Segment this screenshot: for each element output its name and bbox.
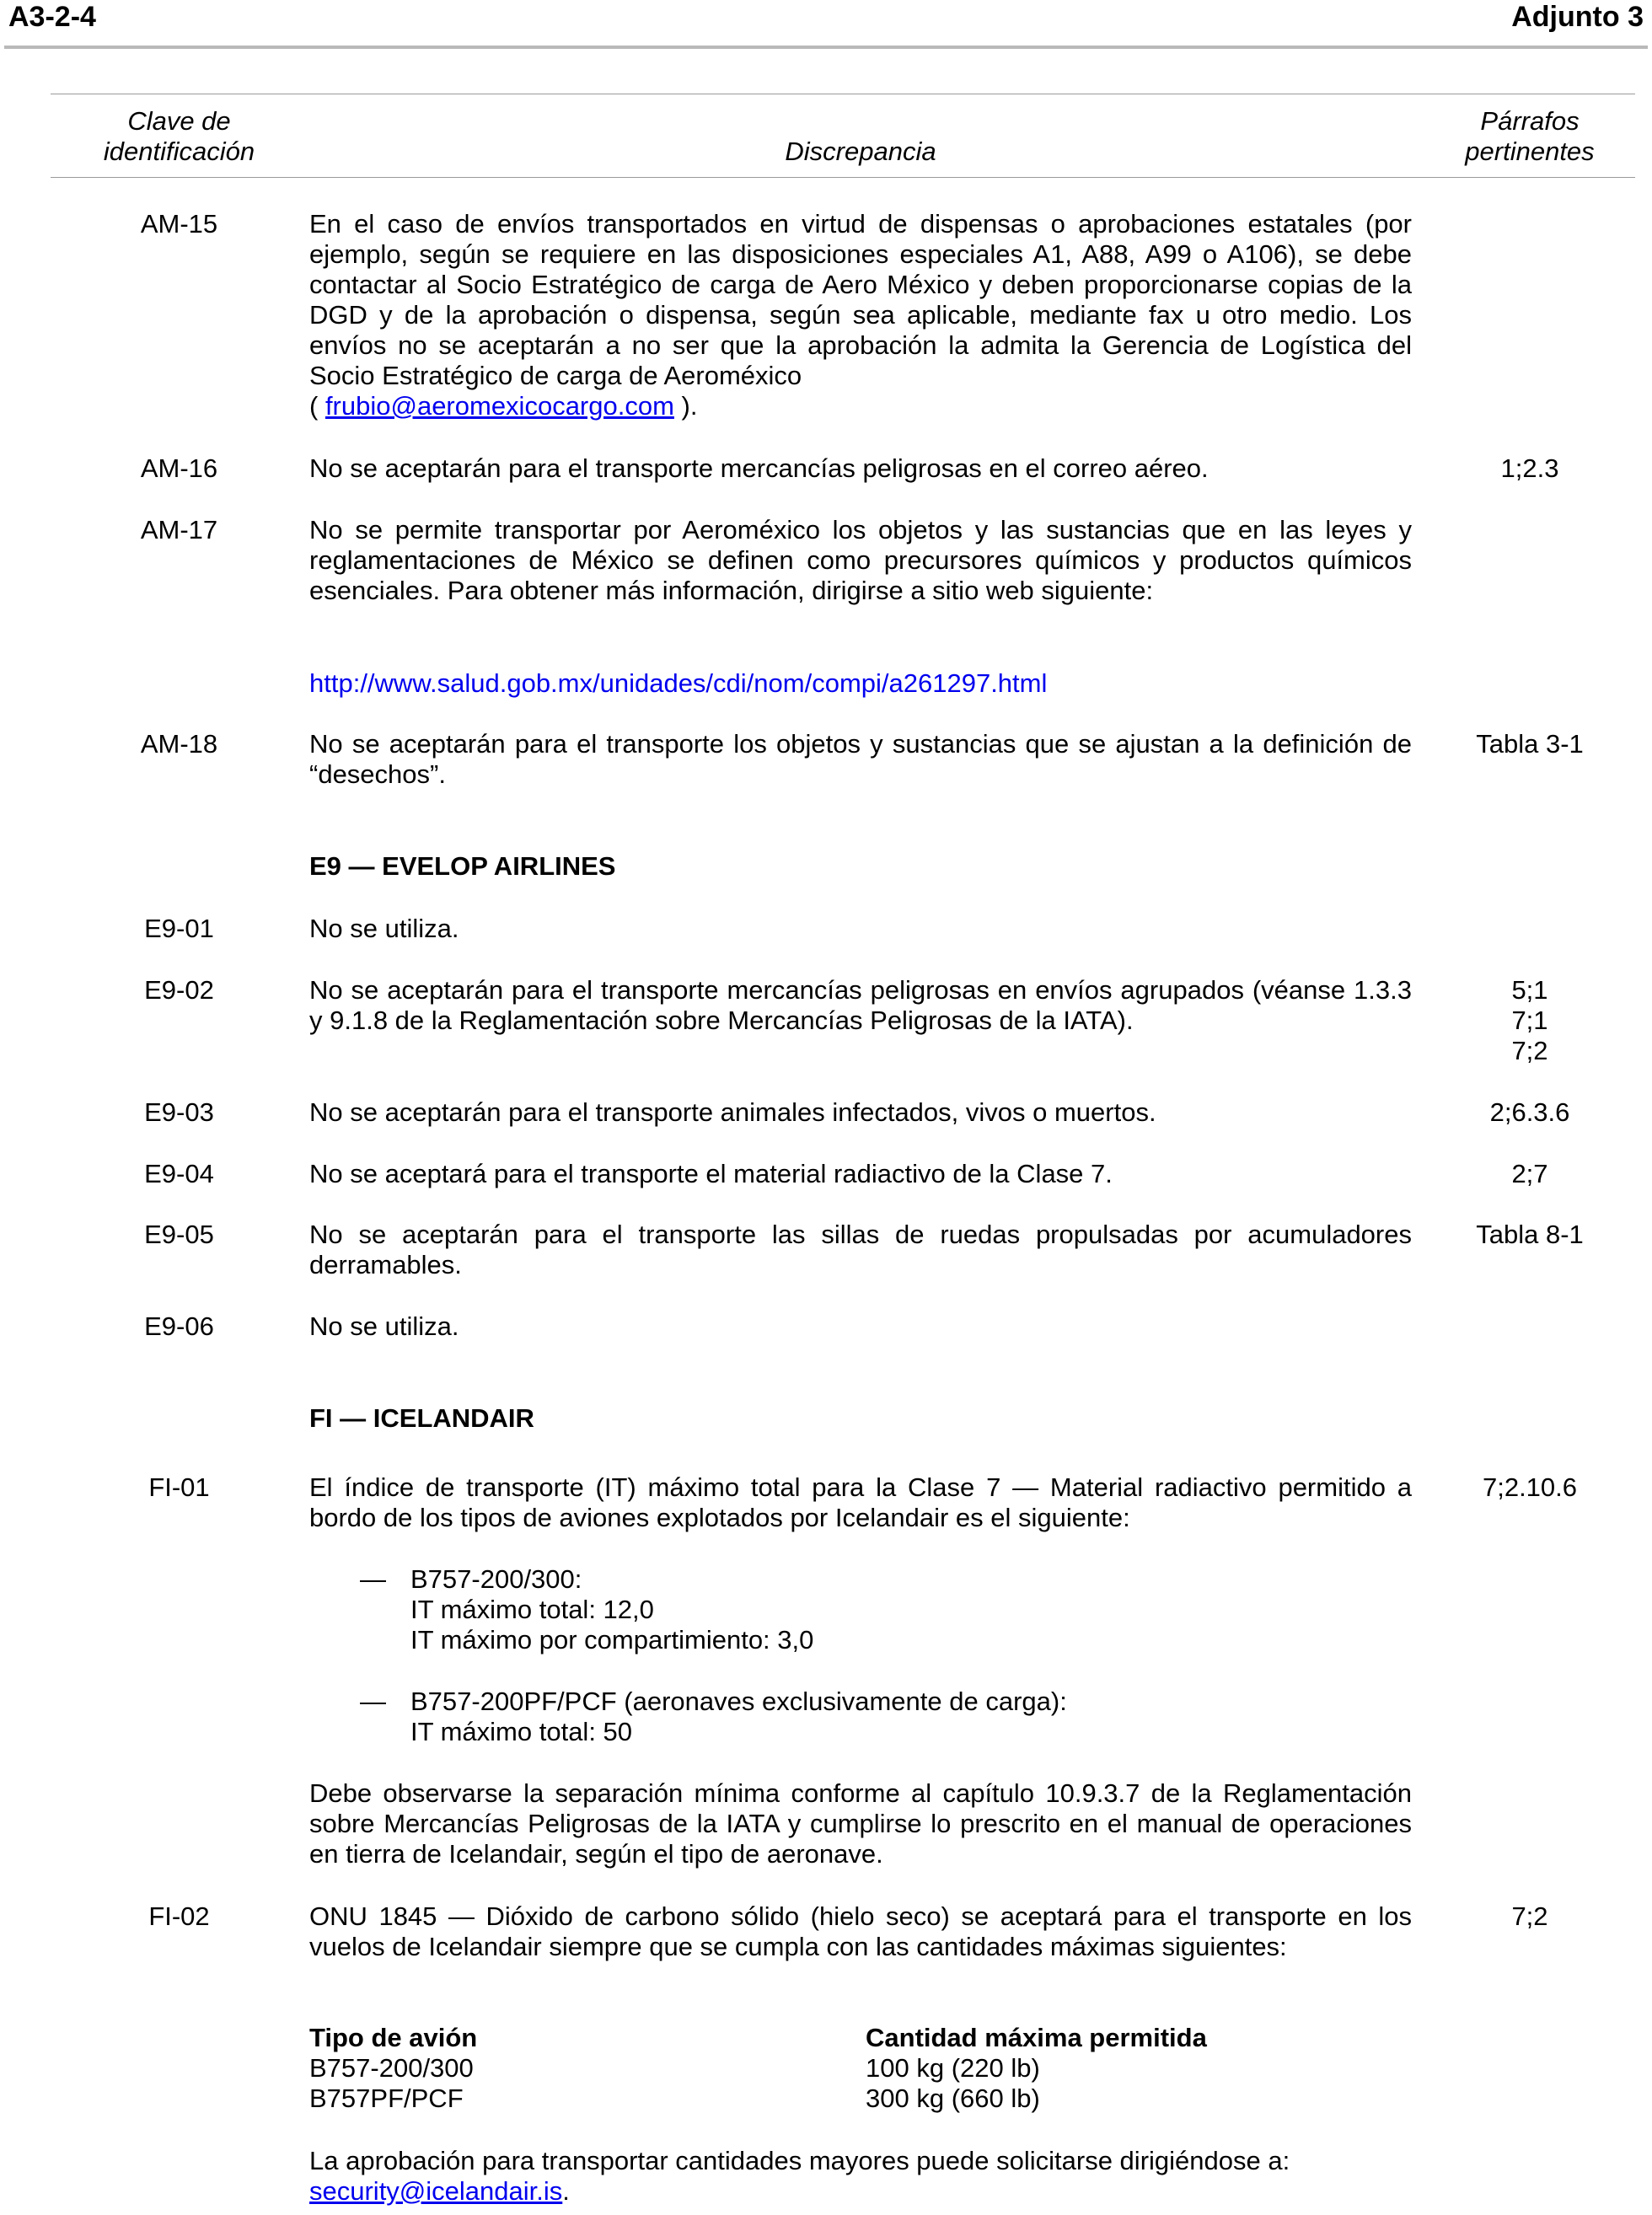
list-dash: —: [360, 1564, 386, 1594]
row-text: No se aceptarán para el transporte mercancías peligrosas en envíos agrupados (véanse 1.3.3 y 9.1.8 de la Reglamentación sobre Mercancías Peligrosas de la IATA).: [309, 975, 1412, 1035]
row-reference: 7;2.10.6: [1482, 1472, 1578, 1502]
row-id: FI-02: [148, 1901, 210, 1931]
row-id: AM-17: [140, 515, 218, 544]
row-id: AM-15: [140, 209, 218, 239]
row-id: FI-01: [148, 1472, 210, 1502]
table-header-rule: [51, 177, 1635, 178]
row-text: La aprobación para transportar cantidades mayores puede solicitarse dirigiéndose a: security@icelandair.is.: [309, 2146, 1290, 2206]
list-item: B757-200/300: IT máximo total: 12,0 IT máximo por compartimiento: 3,0: [410, 1564, 814, 1655]
table-cell-aircraft: B757PF/PCF: [309, 2084, 464, 2113]
row-id: E9-02: [144, 975, 214, 1005]
row-id: E9-06: [144, 1311, 214, 1341]
row-reference: 2;7: [1511, 1159, 1548, 1188]
section-title-evelop: E9 — EVELOP AIRLINES: [309, 851, 616, 881]
row-reference: 7;2: [1511, 1901, 1548, 1931]
row-reference: 1;2.3: [1500, 453, 1559, 483]
list-item: B757-200PF/PCF (aeronaves exclusivamente de carga): IT máximo total: 50: [410, 1687, 1067, 1746]
row-text: No se aceptarán para el transporte los objetos y sustancias que se ajustan a la definición de “desechos”.: [309, 729, 1412, 789]
list-dash: —: [360, 1687, 386, 1716]
row-reference: 2;6.3.6: [1489, 1097, 1570, 1127]
row-reference: Tabla 3-1: [1476, 729, 1584, 759]
row-text: ONU 1845 — Dióxido de carbono sólido (hielo seco) se aceptará para el transporte en los vuelos de Icelandair siempre que se cumpla con las cantidades máximas siguientes:: [309, 1901, 1412, 1961]
row-text: No se utiliza.: [309, 1311, 459, 1341]
column-header-discrepancy: Discrepancia: [785, 137, 936, 166]
row-id: E9-05: [144, 1220, 214, 1249]
row-text: Debe observarse la separación mínima conforme al capítulo 10.9.3.7 de la Reglamentación sobre Mercancías Peligrosas de la IATA y cumplirse lo prescrito en el manual de operaciones en tierra de Icelandair, según el tipo de aeronave.: [309, 1778, 1412, 1869]
page-number: A3-2-4: [8, 1, 96, 33]
attachment-label: Adjunto 3: [1511, 1, 1644, 33]
row-text: En el caso de envíos transportados en virtud de dispensas o aprobaciones estatales (por ejemplo, según se requiere en las disposiciones especiales A1, A88, A99 o A106), se debe contactar al Socio Estratégico de carga de Aero México y deben proporcionarse copias de la DGD y de la aprobación o dispensa, según sea aplicable, mediante fax u otro medio. Los envíos no se aceptarán a no ser que la aprobación la admita la Gerencia de Logística del Socio Estratégico de carga de Aeroméxico ( frubio@aeromexicocargo.com ).: [309, 209, 1412, 421]
email-link[interactable]: security@icelandair.is: [309, 2176, 563, 2206]
row-id: AM-18: [140, 729, 218, 759]
email-link[interactable]: frubio@aeromexicocargo.com: [324, 391, 674, 421]
row-id: AM-16: [140, 453, 218, 483]
table-cell-aircraft: B757-200/300: [309, 2053, 474, 2083]
table-cell-quantity: 100 kg (220 lb): [866, 2053, 1040, 2083]
row-reference: Tabla 8-1: [1476, 1220, 1584, 1249]
row-text: No se aceptarán para el transporte animales infectados, vivos o muertos.: [309, 1097, 1156, 1127]
row-id: E9-01: [144, 914, 214, 943]
table-header-aircraft: Tipo de avión: [309, 2023, 478, 2052]
row-text: No se utiliza.: [309, 914, 459, 943]
row-text: No se permite transportar por Aeroméxico los objetos y las sustancias que en las leyes y reglamentaciones de México se definen como precursores químicos y productos químicos esenciales. Para obtener más información, dirigirse a sitio web siguiente:: [309, 515, 1412, 605]
table-header-quantity: Cantidad máxima permitida: [866, 2023, 1207, 2052]
row-text: El índice de transporte (IT) máximo total para la Clase 7 — Material radiactivo permitido a bordo de los tipos de aviones explotados por Icelandair es el siguiente:: [309, 1472, 1412, 1532]
row-id: E9-03: [144, 1097, 214, 1127]
row-reference: 5;1 7;1 7;2: [1511, 975, 1548, 1065]
website-link[interactable]: http://www.salud.gob.mx/unidades/cdi/nom/compi/a261297.html: [309, 668, 1048, 698]
header-rule: [4, 46, 1648, 49]
section-title-icelandair: FI — ICELANDAIR: [309, 1403, 534, 1433]
column-header-id: Clave de identificación: [103, 106, 255, 166]
row-text: No se aceptarán para el transporte mercancías peligrosas en el correo aéreo.: [309, 453, 1209, 483]
column-header-references: Párrafos pertinentes: [1465, 106, 1595, 166]
table-cell-quantity: 300 kg (660 lb): [866, 2084, 1040, 2113]
row-text: No se aceptará para el transporte el material radiactivo de la Clase 7.: [309, 1159, 1113, 1188]
row-id: E9-04: [144, 1159, 214, 1188]
row-text: No se aceptarán para el transporte las sillas de ruedas propulsadas por acumuladores derramables.: [309, 1220, 1412, 1279]
